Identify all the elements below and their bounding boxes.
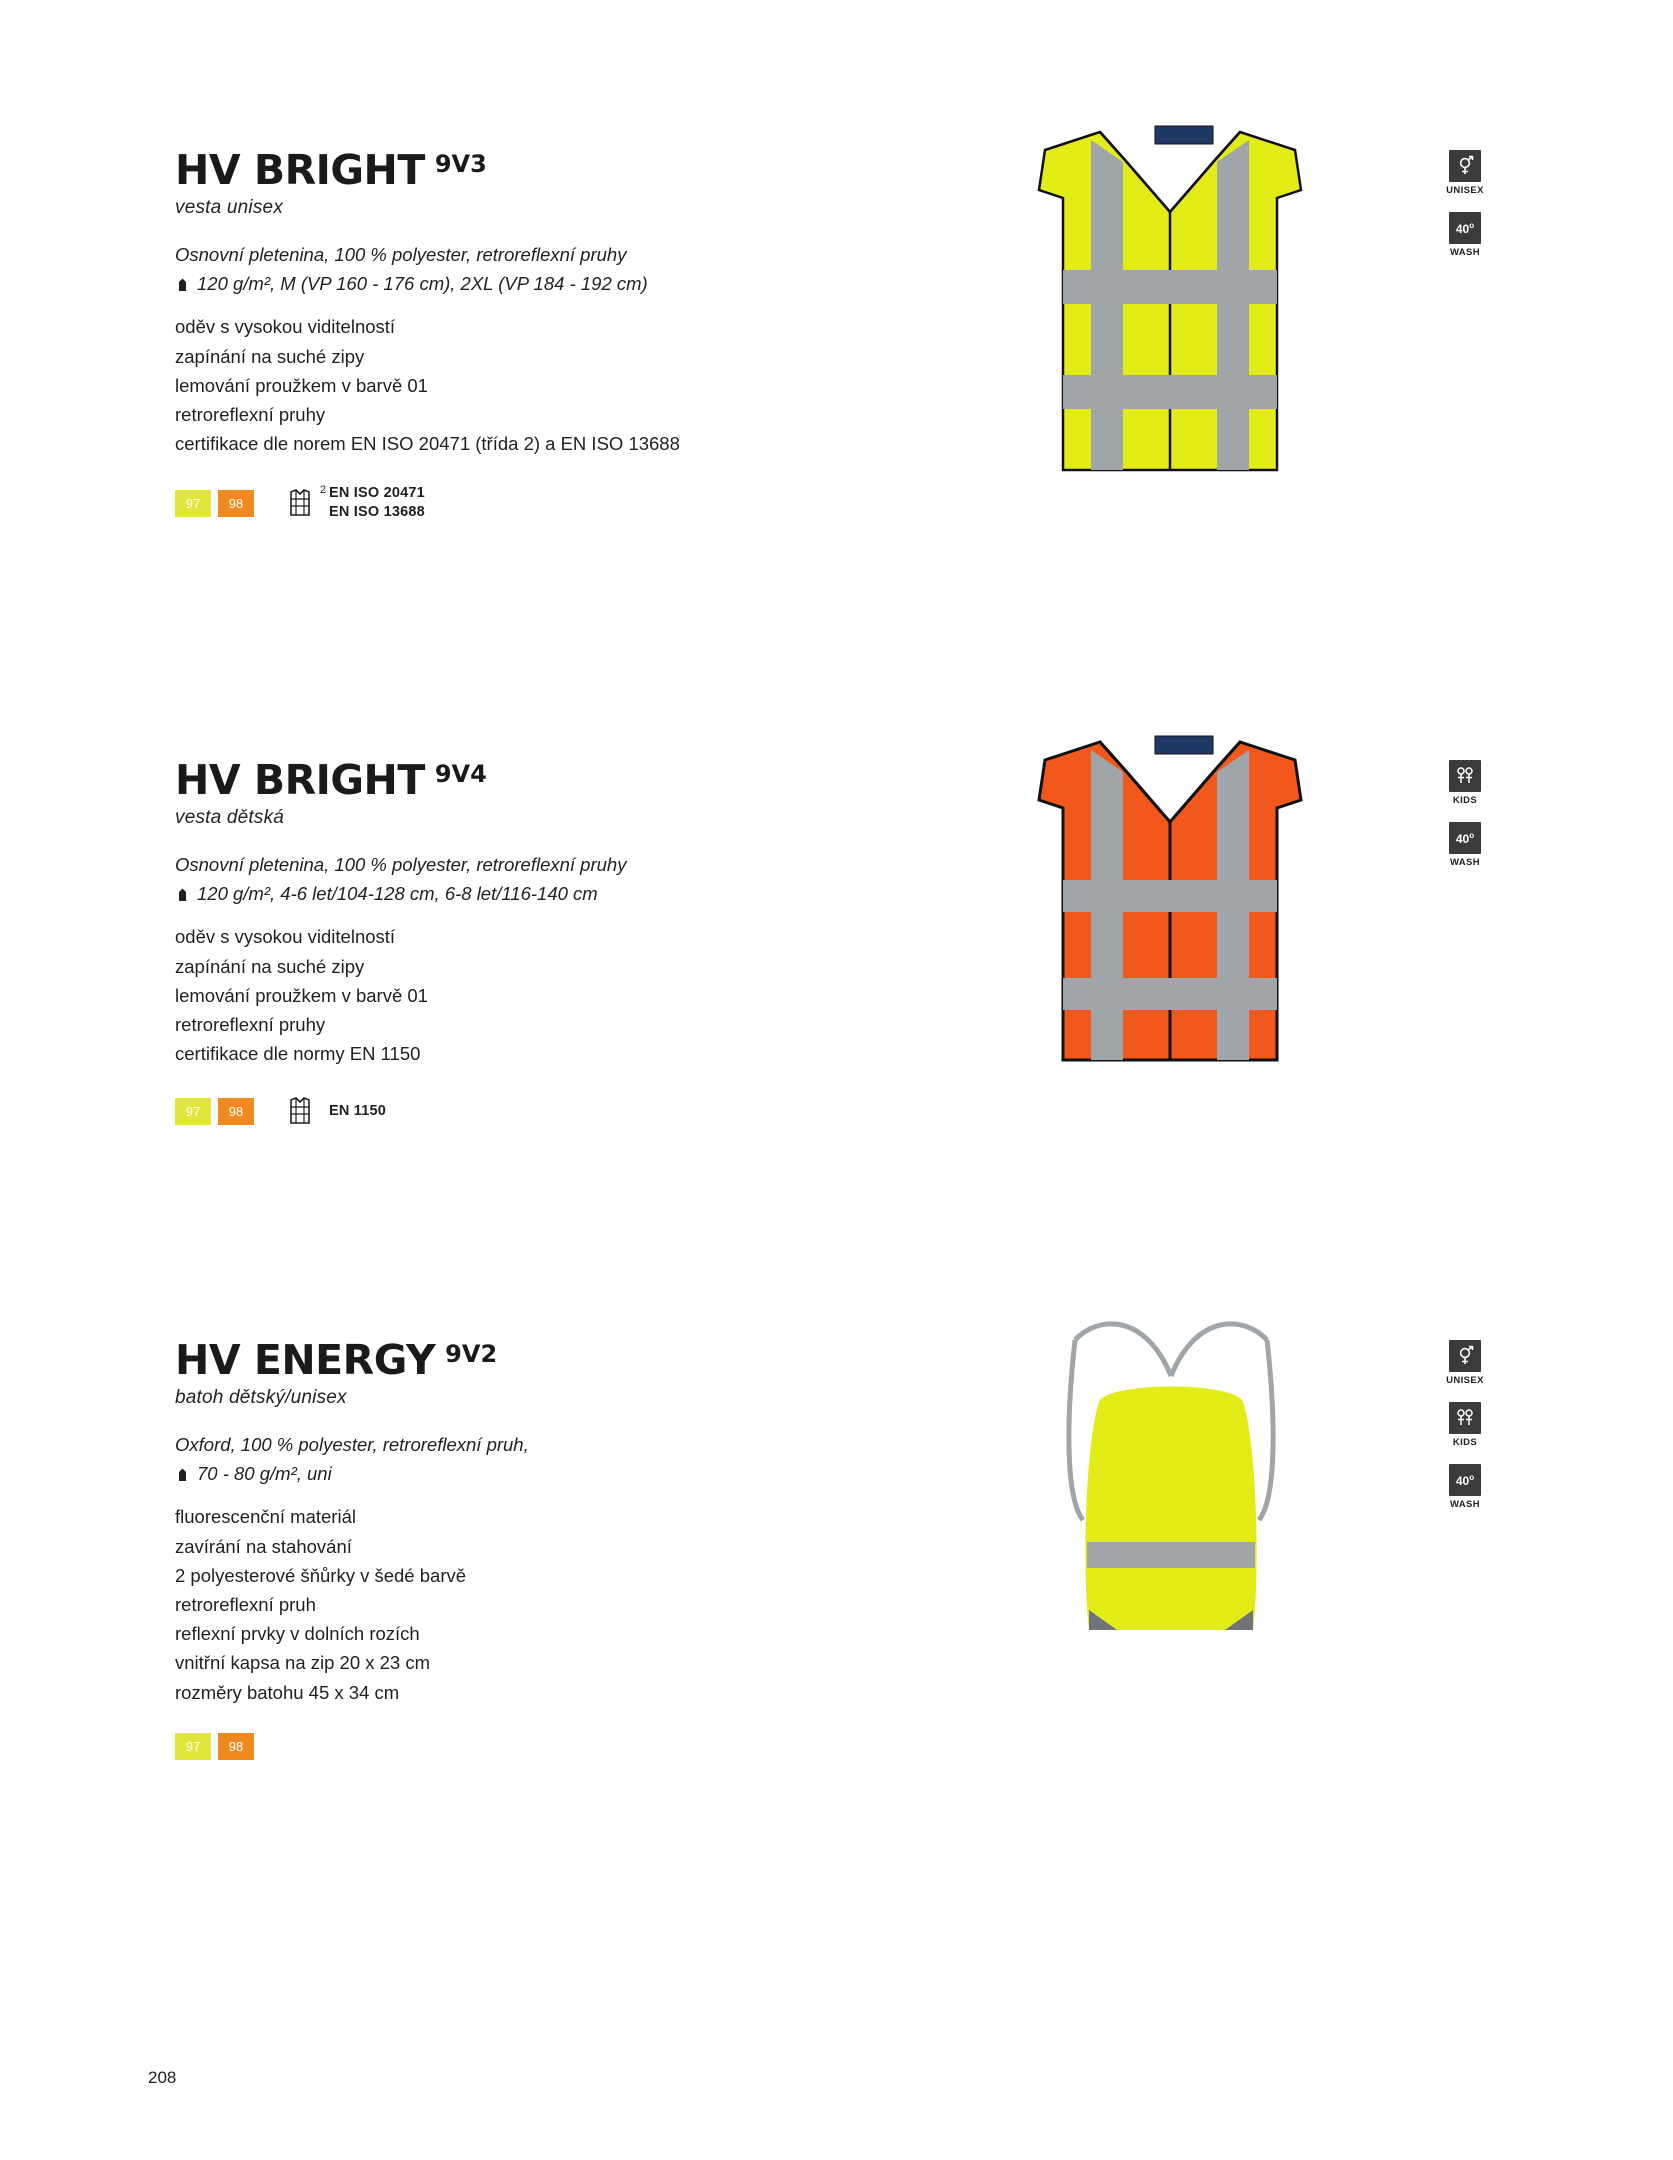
weight-line-wrap bbox=[175, 880, 895, 909]
cert-standards bbox=[329, 484, 425, 522]
feature-item: certifikace dle norem EN ISO 20471 (třída 2) a EN ISO 13688 bbox=[175, 433, 680, 455]
weight-line-wrap bbox=[175, 1460, 895, 1489]
rail-label: UNISEX bbox=[1446, 1375, 1484, 1386]
product-icon-rail bbox=[1435, 150, 1495, 258]
material-line: Oxford, 100 % polyester, retroreflexní pruh, bbox=[175, 1434, 529, 1455]
cert-standard-line: EN ISO 13688 bbox=[329, 504, 425, 521]
product-icon-rail bbox=[1435, 760, 1495, 868]
wash-temp-value: 40 bbox=[1455, 831, 1470, 846]
product-features bbox=[175, 312, 895, 458]
product-icon-rail bbox=[1435, 1340, 1495, 1510]
color-swatch-98[interactable]: 98 bbox=[218, 1098, 254, 1125]
product-photo-vest-yellow bbox=[1005, 120, 1395, 560]
rail-item-kids bbox=[1442, 760, 1488, 806]
product-spec bbox=[175, 851, 895, 908]
product-spec bbox=[175, 1431, 895, 1488]
feature-item: retroreflexní pruhy bbox=[175, 1014, 326, 1035]
rail-label: KIDS bbox=[1452, 1437, 1478, 1448]
product-features bbox=[175, 1502, 895, 1707]
weight-text: 70 - 80 g/m², uni bbox=[197, 1462, 332, 1484]
rail-item-wash bbox=[1442, 1464, 1488, 1510]
rail-label: WASH bbox=[1449, 857, 1481, 868]
fabric-weight-icon bbox=[175, 888, 190, 902]
certification-block bbox=[283, 484, 425, 522]
product-subtitle: vesta unisex bbox=[175, 197, 284, 218]
material-line: Osnovní pletenina, 100 % polyester, retroreflexní pruhy bbox=[175, 854, 627, 875]
feature-item: oděv s vysokou viditelností bbox=[175, 926, 396, 948]
color-swatch-97[interactable]: 97 bbox=[175, 1098, 211, 1125]
product-title: HV BRIGHT bbox=[175, 146, 425, 194]
cert-class-superscript: 2 bbox=[319, 484, 326, 497]
feature-item: lemování proužkem v barvě 01 bbox=[175, 374, 428, 396]
rail-item-unisex bbox=[1442, 150, 1488, 196]
unisex-icon bbox=[1449, 150, 1481, 182]
product-subtitle: vesta dětská bbox=[175, 807, 285, 828]
material-line: Osnovní pletenina, 100 % polyester, retroreflexní pruhy bbox=[175, 244, 627, 265]
product-subtitle: batoh dětský/unisex bbox=[175, 1387, 347, 1408]
feature-item: zavírání na stahování bbox=[175, 1535, 352, 1557]
product-photo-bag-yellow bbox=[1005, 1310, 1395, 1750]
color-swatch-97[interactable]: 97 bbox=[175, 490, 211, 517]
unisex-icon bbox=[1449, 1340, 1481, 1372]
product-photo-vest-orange bbox=[1005, 730, 1395, 1170]
weight-text: 120 g/m², M (VP 160 - 176 cm), 2XL (VP 184 - 192 cm) bbox=[197, 272, 648, 294]
wash-temp-value: 40 bbox=[1455, 221, 1470, 236]
feature-item: rozměry batohu 45 x 34 cm bbox=[175, 1681, 400, 1703]
feature-item: fluorescenční materiál bbox=[175, 1506, 356, 1528]
feature-item: vnitřní kapsa na zip 20 x 23 cm bbox=[175, 1652, 431, 1674]
feature-item: lemování proužkem v barvě 01 bbox=[175, 984, 428, 1006]
kids-icon bbox=[1449, 1402, 1481, 1434]
feature-item: certifikace dle normy EN 1150 bbox=[175, 1043, 421, 1065]
product-features bbox=[175, 922, 895, 1068]
rail-item-unisex bbox=[1442, 1340, 1488, 1386]
fabric-weight-icon bbox=[175, 278, 190, 292]
product-title: HV ENERGY bbox=[175, 1336, 436, 1384]
hi-vis-vest-icon bbox=[283, 1094, 317, 1128]
product-text-column bbox=[175, 146, 895, 522]
product-code: 9V2 bbox=[445, 1340, 498, 1368]
rail-item-wash bbox=[1442, 822, 1488, 868]
product-badges bbox=[175, 1094, 895, 1128]
fabric-weight-icon bbox=[175, 1468, 190, 1482]
kids-icon bbox=[1449, 760, 1481, 792]
product-text-column bbox=[175, 1336, 895, 1760]
cert-standard-line: EN ISO 20471 bbox=[329, 485, 425, 502]
feature-item: zapínání na suché zipy bbox=[175, 955, 365, 977]
product-heading bbox=[175, 756, 895, 804]
feature-item: reflexní prvky v dolních rozích bbox=[175, 1623, 420, 1645]
rail-label: UNISEX bbox=[1446, 185, 1484, 196]
color-swatch-98[interactable]: 98 bbox=[218, 490, 254, 517]
rail-item-kids bbox=[1442, 1402, 1488, 1448]
cert-standards bbox=[329, 1102, 386, 1121]
wash-40-icon: 40$^o$ bbox=[1449, 822, 1481, 854]
product-code: 9V3 bbox=[434, 150, 487, 178]
rail-label: WASH bbox=[1449, 247, 1481, 258]
feature-item: oděv s vysokou viditelností bbox=[175, 316, 396, 338]
wash-40-icon: 40$^o$ bbox=[1449, 212, 1481, 244]
page-number: 208 bbox=[148, 2068, 177, 2087]
product-heading bbox=[175, 1336, 895, 1384]
feature-item: 2 polyesterové šňůrky v šedé barvě bbox=[175, 1564, 467, 1586]
certification-block bbox=[283, 1094, 386, 1128]
rail-label: KIDS bbox=[1452, 795, 1478, 806]
wash-40-icon: 40$^o$ bbox=[1449, 1464, 1481, 1496]
color-swatch-98[interactable]: 98 bbox=[218, 1733, 254, 1760]
feature-item: zapínání na suché zipy bbox=[175, 345, 365, 367]
product-title: HV BRIGHT bbox=[175, 756, 425, 804]
wash-temp-value: 40 bbox=[1455, 1473, 1470, 1488]
feature-item: retroreflexní pruh bbox=[175, 1594, 316, 1615]
product-text-column bbox=[175, 756, 895, 1128]
product-spec bbox=[175, 241, 895, 298]
feature-item: retroreflexní pruhy bbox=[175, 404, 326, 425]
product-heading bbox=[175, 146, 895, 194]
weight-text: 120 g/m², 4-6 let/104-128 cm, 6-8 let/116-140 cm bbox=[197, 882, 598, 904]
cert-standard-line: EN 1150 bbox=[329, 1103, 387, 1120]
rail-item-wash bbox=[1442, 212, 1488, 258]
weight-line-wrap bbox=[175, 270, 895, 299]
rail-label: WASH bbox=[1449, 1499, 1481, 1510]
color-swatch-97[interactable]: 97 bbox=[175, 1733, 211, 1760]
hi-vis-vest-icon bbox=[283, 484, 326, 520]
product-badges bbox=[175, 484, 895, 522]
product-badges bbox=[175, 1733, 895, 1760]
product-code: 9V4 bbox=[434, 760, 487, 788]
